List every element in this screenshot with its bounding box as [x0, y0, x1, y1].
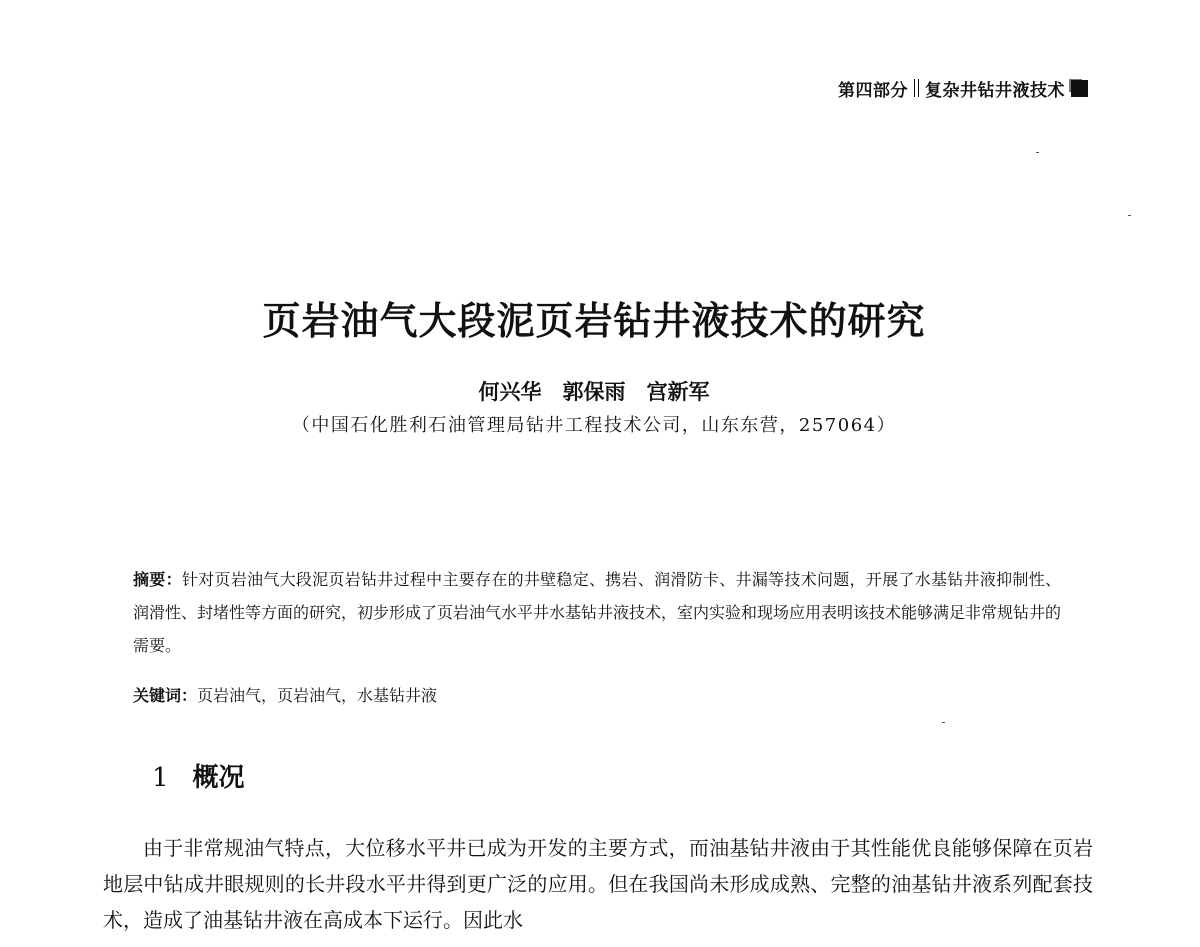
keywords-text: 页岩油气，页岩油气，水基钻井液	[197, 686, 438, 705]
header-section: 复杂井钻井液技术	[925, 80, 1065, 101]
section-number: 1	[152, 763, 169, 793]
header-block-mark-icon	[1071, 80, 1088, 97]
scan-speck	[1036, 152, 1039, 153]
scan-speck	[942, 722, 945, 723]
abstract-text: 针对页岩油气大段泥页岩钻井过程中主要存在的井壁稳定、携岩、润滑防卡、井漏等技术问题，开展了水基钻井液抑制性、润滑性、封堵性等方面的研究，初步形成了页岩油气水平井水基钻井液技术，室内实验和现场应用表明该技术能够满足非常规钻井的需要。	[133, 570, 1062, 655]
body-paragraph: 由于非常规油气特点，大位移水平井已成为开发的主要方式，而油基钻井液由于其性能优良能够保障在页岩地层中钻成井眼规则的长井段水平井得到更广泛的应用。但在我国尚未形成成熟、完整的油基钻井液系列配套技术，造成了油基钻井液在高成本下运行。因此水	[103, 836, 1093, 932]
paper-authors: 何兴华 郭保雨 宫新军	[478, 379, 710, 404]
header-part: 第四部分	[838, 80, 908, 101]
header-separator	[914, 79, 919, 97]
keywords-label: 关键词：	[133, 686, 198, 705]
keywords	[133, 679, 1061, 712]
running-header	[838, 74, 1088, 102]
abstract	[133, 563, 1061, 662]
paper-affiliation: （中国石化胜利石油管理局钻井工程技术公司，山东东营，257064）	[291, 415, 897, 436]
abstract-label: 摘要：	[133, 570, 182, 589]
section-title: 概况	[192, 763, 245, 793]
paper-title: 页岩油气大段泥页岩钻井液技术的研究	[262, 298, 926, 343]
scan-speck	[1128, 215, 1131, 216]
section-heading	[152, 757, 245, 794]
